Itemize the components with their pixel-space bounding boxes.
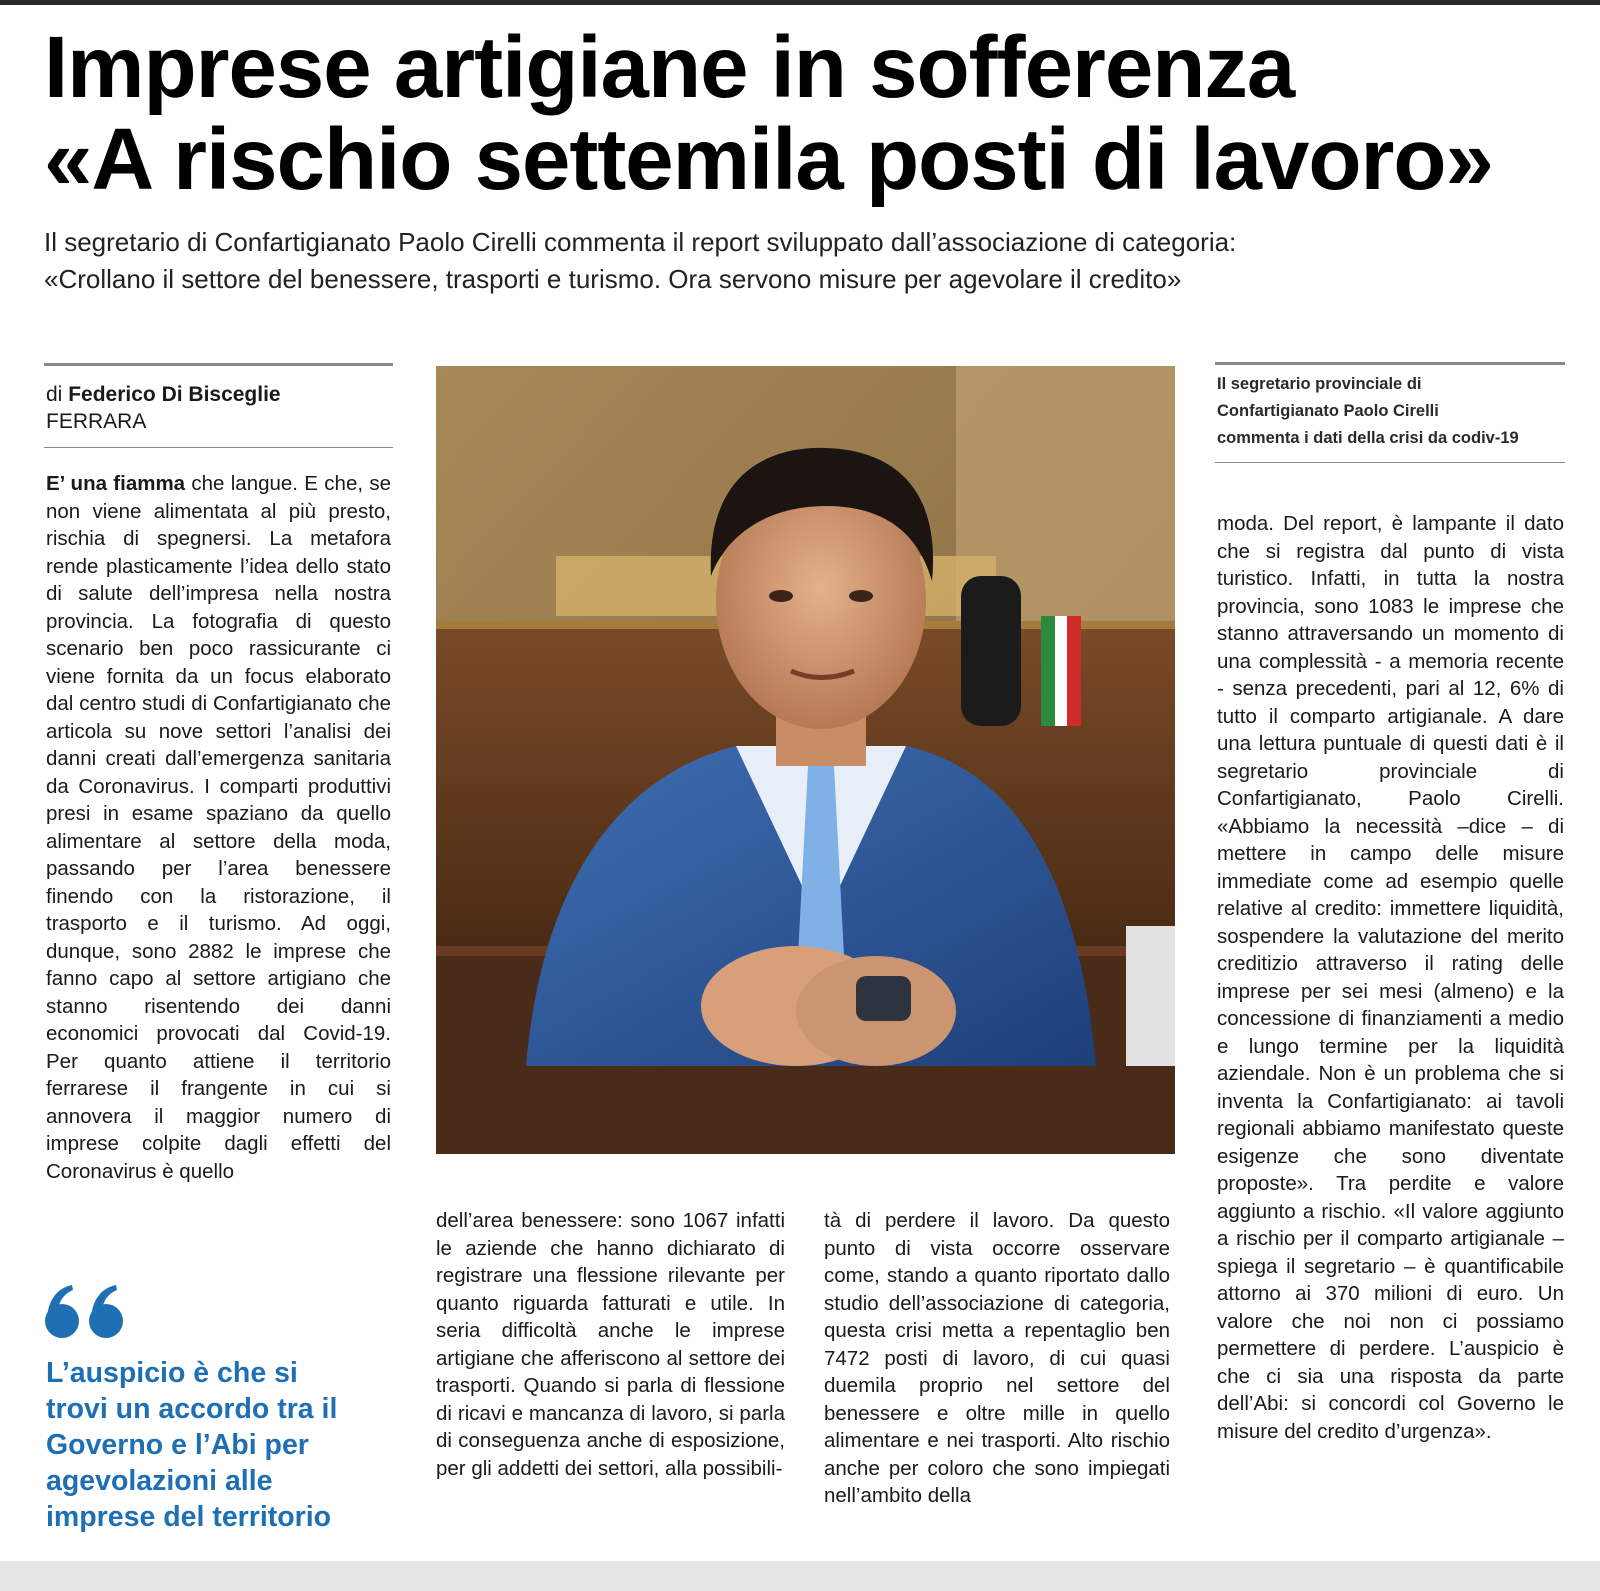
pull-quote-line-1: L’auspicio è che si xyxy=(46,1357,298,1389)
pull-quote-line-2: trovi un accordo tra il xyxy=(46,1393,338,1425)
byline-bottom-rule xyxy=(44,447,393,448)
byline-location: FERRARA xyxy=(46,410,147,433)
article-photo xyxy=(436,366,1175,1154)
top-rule xyxy=(0,0,1600,5)
article-column-1-text: che langue. E che, se non viene alimentata al più presto, rischia di spegnersi. La metafora rende plasticamente l’idea dello stato di salute dell’impresa nella nostra provincia. La fotografia di questo scenario ben poco rassicurante ci viene fornita da un focus elaborato dal centro studi di Confartigianato che articola su nove settori l’analisi dei danni creati dall’emergenza sanitaria da Coronavirus. I comparti produttivi presi in esame spaziano da quello alimentare al settore della moda, passando per l’area benessere finendo con la ristorazione, il trasporto e il turismo. Ad oggi, dunque, sono 2882 le imprese che fanno capo al settore artigiano che stanno risentendo dei danni economici provocati dal Covid-19. Per quanto attiene il territorio ferrarese il frangente in cui si annovera il maggior numero di imprese colpite dagli effetti del Coronavirus è quello xyxy=(46,472,391,1183)
portrait-photo-illustration xyxy=(436,366,1175,1154)
byline-prefix: di xyxy=(46,383,63,406)
subheadline-line-1: Il segretario di Confartigianato Paolo Cirelli commenta il report sviluppato dall’associazione di categoria: xyxy=(44,227,1237,257)
article-column-2: dell’area benessere: sono 1067 infatti le aziende che hanno dichiarato di registrare una flessione rilevante per quanto riguarda fatturati e utile. In seria difficoltà anche le imprese artigiane che afferiscono al settore dei trasporti. Quando si parla di flessione di ricavi e mancanza di lavoro, si parla di conseguenza anche di esposizione, per gli addetti dei settori, alla possibili- xyxy=(436,1209,785,1480)
pull-quote-line-3: Governo e l’Abi per xyxy=(46,1429,309,1461)
article-column-4: moda. Del report, è lampante il dato che si registra dal punto di vista turistico. Infatti, in tutta la nostra provincia, sono 1083 le imprese che stanno attraversando un momento di una complessità - a memoria recente - senza precedenti, pari al 12, 6% di tutto il comparto artigianale. A dare una lettura puntuale di questi dati è il segretario provinciale di Confartigianato, Paolo Cirelli. «Abbiamo la necessità –dice – di mettere in campo delle misure immediate come ad esempio quelle relative al credito: immettere liquidità, sospendere la valutazione del merito creditizio attraverso il rating delle imprese per sei mesi (almeno) e la concessione di finanziamenti a medio e lungo termine per la liquidità aziendale. Non è un problema che si inventa la Confartigianato: ai tavoli regionali abbiamo manifestato queste esigenze che sono diventate proposte». Tra perdite e valore aggiunto a rischio. «Il valore aggiunto a rischio per il comparto artigianale – spiega il segretario – è quantificabile attorno ai 370 milioni di euro. Un valore che noi non ci possiamo permettere di perdere. L’auspicio è che ci sia una risposta da parte dell’Abi: si concordi col Governo le misure del credito d’urgenza». xyxy=(1217,512,1564,1443)
pull-quote-line-5: imprese del territorio xyxy=(46,1501,332,1533)
quote-icon xyxy=(44,1283,134,1339)
subheadline-line-2: «Crollano il settore del benessere, trasporti e turismo. Ora servono misure per agevolare il credito» xyxy=(44,264,1182,294)
pull-quote-line-4: agevolazioni alle xyxy=(46,1465,273,1497)
byline-top-rule xyxy=(44,363,393,366)
photo-caption xyxy=(1217,371,1567,452)
caption-bottom-rule xyxy=(1215,462,1565,463)
headline-line-1: Imprese artigiane in sofferenza xyxy=(44,19,1295,116)
headline xyxy=(44,19,1594,208)
byline xyxy=(46,381,281,435)
article-lead: E’ una fiamma xyxy=(46,472,186,495)
pull-quote xyxy=(46,1355,401,1535)
photo-caption-line-1: Il segretario provinciale di xyxy=(1217,375,1422,393)
photo-caption-line-3: commenta i dati della crisi da codiv-19 xyxy=(1217,429,1519,447)
caption-top-rule xyxy=(1215,362,1565,365)
bottom-strip xyxy=(0,1561,1600,1591)
subheadline xyxy=(44,224,1589,298)
byline-author: Federico Di Bisceglie xyxy=(68,383,281,406)
article-column-1 xyxy=(46,470,391,1185)
article-column-3: tà di perdere il lavoro. Da questo punto di vista occorre osservare come, stando a quanto riportato dallo studio dell’associazione di categoria, questa crisi metta a repentaglio ben 7472 posti di lavoro, di cui quasi duemila proprio nel settore del benessere e oltre mille in quello alimentare e nei trasporti. Alto rischio anche per coloro che sono impiegati nell’ambito della xyxy=(824,1209,1170,1507)
photo-caption-line-2: Confartigianato Paolo Cirelli xyxy=(1217,402,1439,420)
headline-line-2: «A rischio settemila posti di lavoro» xyxy=(44,111,1493,208)
